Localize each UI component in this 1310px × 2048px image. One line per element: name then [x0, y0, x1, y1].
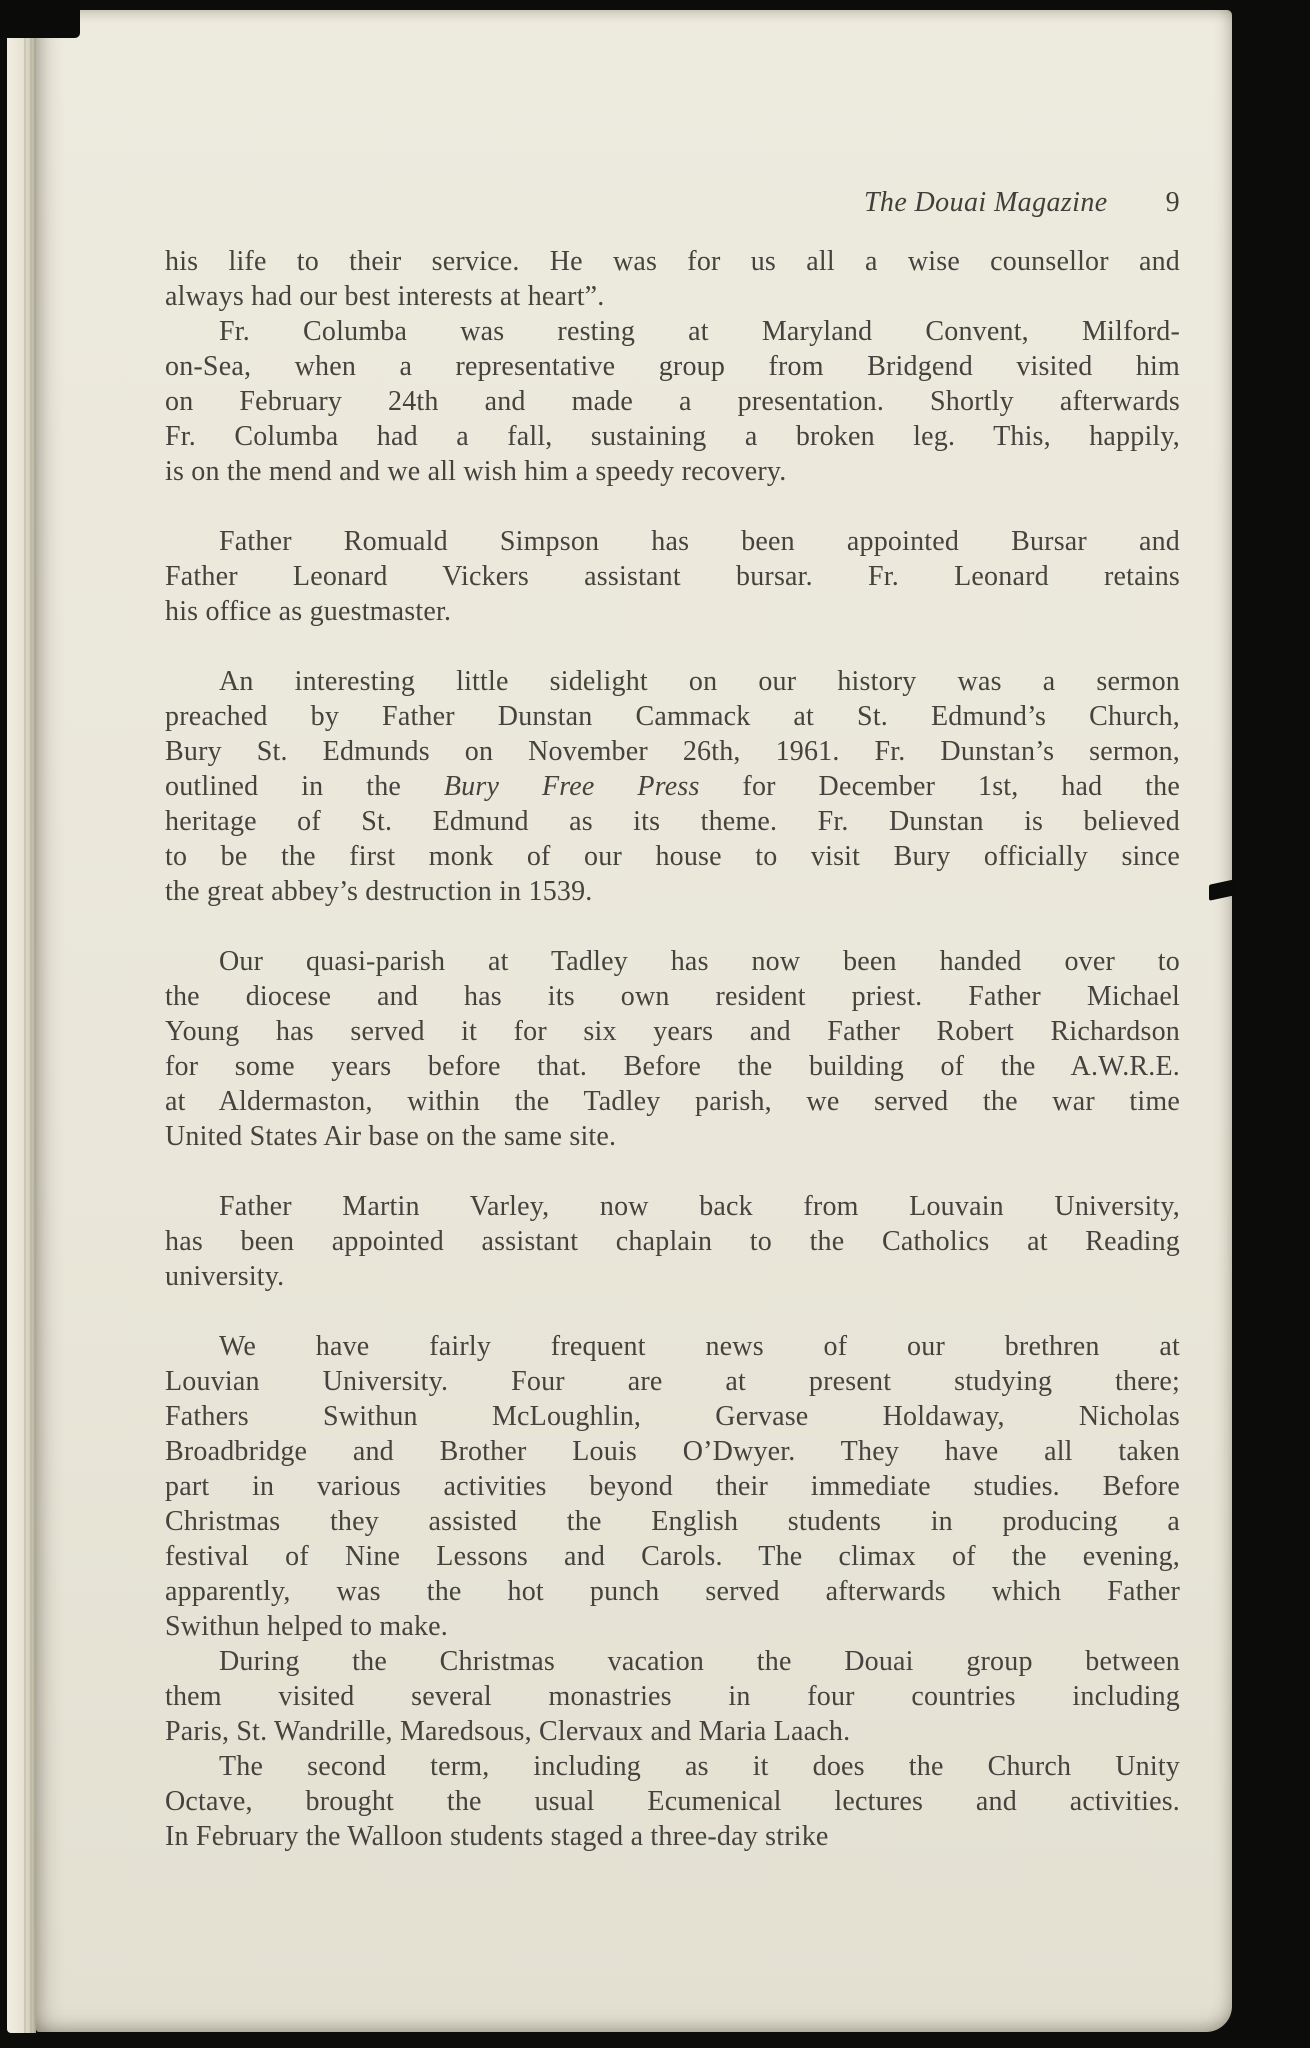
- text-line: We have fairly frequent news of our brethren at: [219, 1331, 1180, 1362]
- paragraph: [165, 664, 1180, 909]
- paragraph: [165, 1749, 1180, 1854]
- text-line: Fathers Swithun McLoughlin, Gervase Holdaway, Nicholas: [165, 1401, 1180, 1432]
- text-line: festival of Nine Lessons and Carols. The climax of the evening,: [165, 1541, 1180, 1572]
- text-line: for some years before that. Before the building of the A.W.R.E.: [165, 1051, 1180, 1082]
- text-line: Young has served it for six years and Father Robert Richardson: [165, 1016, 1180, 1047]
- paragraph: [165, 244, 1180, 314]
- text-line: always had our best interests at heart”.: [165, 281, 605, 312]
- text-line: Octave, brought the usual Ecumenical lectures and activities.: [165, 1786, 1180, 1817]
- text-line: Fr. Columba was resting at Maryland Convent, Milford-: [219, 316, 1180, 347]
- page-edge-strip: [7, 34, 36, 2033]
- text-line: Our quasi-parish at Tadley has now been handed over to: [219, 946, 1180, 977]
- paragraph: [165, 524, 1180, 629]
- text-block: [165, 244, 1180, 1854]
- paragraph: [165, 314, 1180, 489]
- text-line: The second term, including as it does the Church Unity: [219, 1751, 1180, 1782]
- paragraph: [165, 1644, 1180, 1749]
- text-line: Fr. Columba had a fall, sustaining a broken leg. This, happily,: [165, 421, 1180, 452]
- plain-text: outlined in the: [165, 771, 444, 802]
- text-line: An interesting little sidelight on our history was a sermon: [219, 666, 1180, 697]
- text-line: In February the Walloon students staged a three-day strike: [165, 1821, 829, 1852]
- text-line: to be the first monk of our house to visit Bury officially since: [165, 841, 1180, 872]
- text-line: his office as guestmaster.: [165, 596, 452, 627]
- text-line: Swithun helped to make.: [165, 1611, 449, 1642]
- text-line: his life to their service. He was for us all a wise counsellor and: [165, 246, 1180, 277]
- text-line: preached by Father Dunstan Cammack at St. Edmund’s Church,: [165, 701, 1180, 732]
- text-line: Louvian University. Four are at present studying there;: [165, 1366, 1180, 1397]
- paragraph: [165, 1189, 1180, 1294]
- text-line: on-Sea, when a representative group from Bridgend visited him: [165, 351, 1180, 382]
- text-line: is on the mend and we all wish him a speedy recovery.: [165, 456, 787, 487]
- magazine-page: [36, 10, 1232, 2032]
- text-line: Christmas they assisted the English students in producing a: [165, 1506, 1180, 1537]
- italic-text: Bury Free Press: [443, 771, 700, 802]
- text-line: at Aldermaston, within the Tadley parish, we served the war time: [165, 1086, 1180, 1117]
- text-line: university.: [165, 1261, 285, 1292]
- running-header: [165, 186, 1180, 220]
- text-line: the great abbey’s destruction in 1539.: [165, 876, 593, 907]
- plain-text: for December 1st, had the: [699, 771, 1180, 802]
- text-line: United States Air base on the same site.: [165, 1121, 617, 1152]
- text-line: [165, 769, 1180, 804]
- text-line: Bury St. Edmunds on November 26th, 1961. Fr. Dunstan’s sermon,: [165, 736, 1180, 767]
- text-line: Father Martin Varley, now back from Louvain University,: [219, 1191, 1180, 1222]
- text-line: the diocese and has its own resident priest. Father Michael: [165, 981, 1180, 1012]
- text-line: Paris, St. Wandrille, Maredsous, Clervaux and Maria Laach.: [165, 1716, 851, 1747]
- running-title: The Douai Magazine: [863, 187, 1108, 218]
- text-line: Father Leonard Vickers assistant bursar. Fr. Leonard retains: [165, 561, 1180, 592]
- text-line: Father Romuald Simpson has been appointed Bursar and: [219, 526, 1180, 557]
- text-line: apparently, was the hot punch served afterwards which Father: [165, 1576, 1180, 1607]
- paragraph: [165, 944, 1180, 1154]
- cover-corner: [0, 0, 80, 38]
- page-number: 9: [1165, 187, 1180, 218]
- text-line: them visited several monastries in four countries including: [165, 1681, 1180, 1712]
- text-line: has been appointed assistant chaplain to the Catholics at Reading: [165, 1226, 1180, 1257]
- text-line: During the Christmas vacation the Douai group between: [219, 1646, 1180, 1677]
- text-line: heritage of St. Edmund as its theme. Fr. Dunstan is believed: [165, 806, 1180, 837]
- text-line: Broadbridge and Brother Louis O’Dwyer. They have all taken: [165, 1436, 1180, 1467]
- text-line: part in various activities beyond their immediate studies. Before: [165, 1471, 1180, 1502]
- paragraph: [165, 1329, 1180, 1644]
- text-line: on February 24th and made a presentation. Shortly afterwards: [165, 386, 1180, 417]
